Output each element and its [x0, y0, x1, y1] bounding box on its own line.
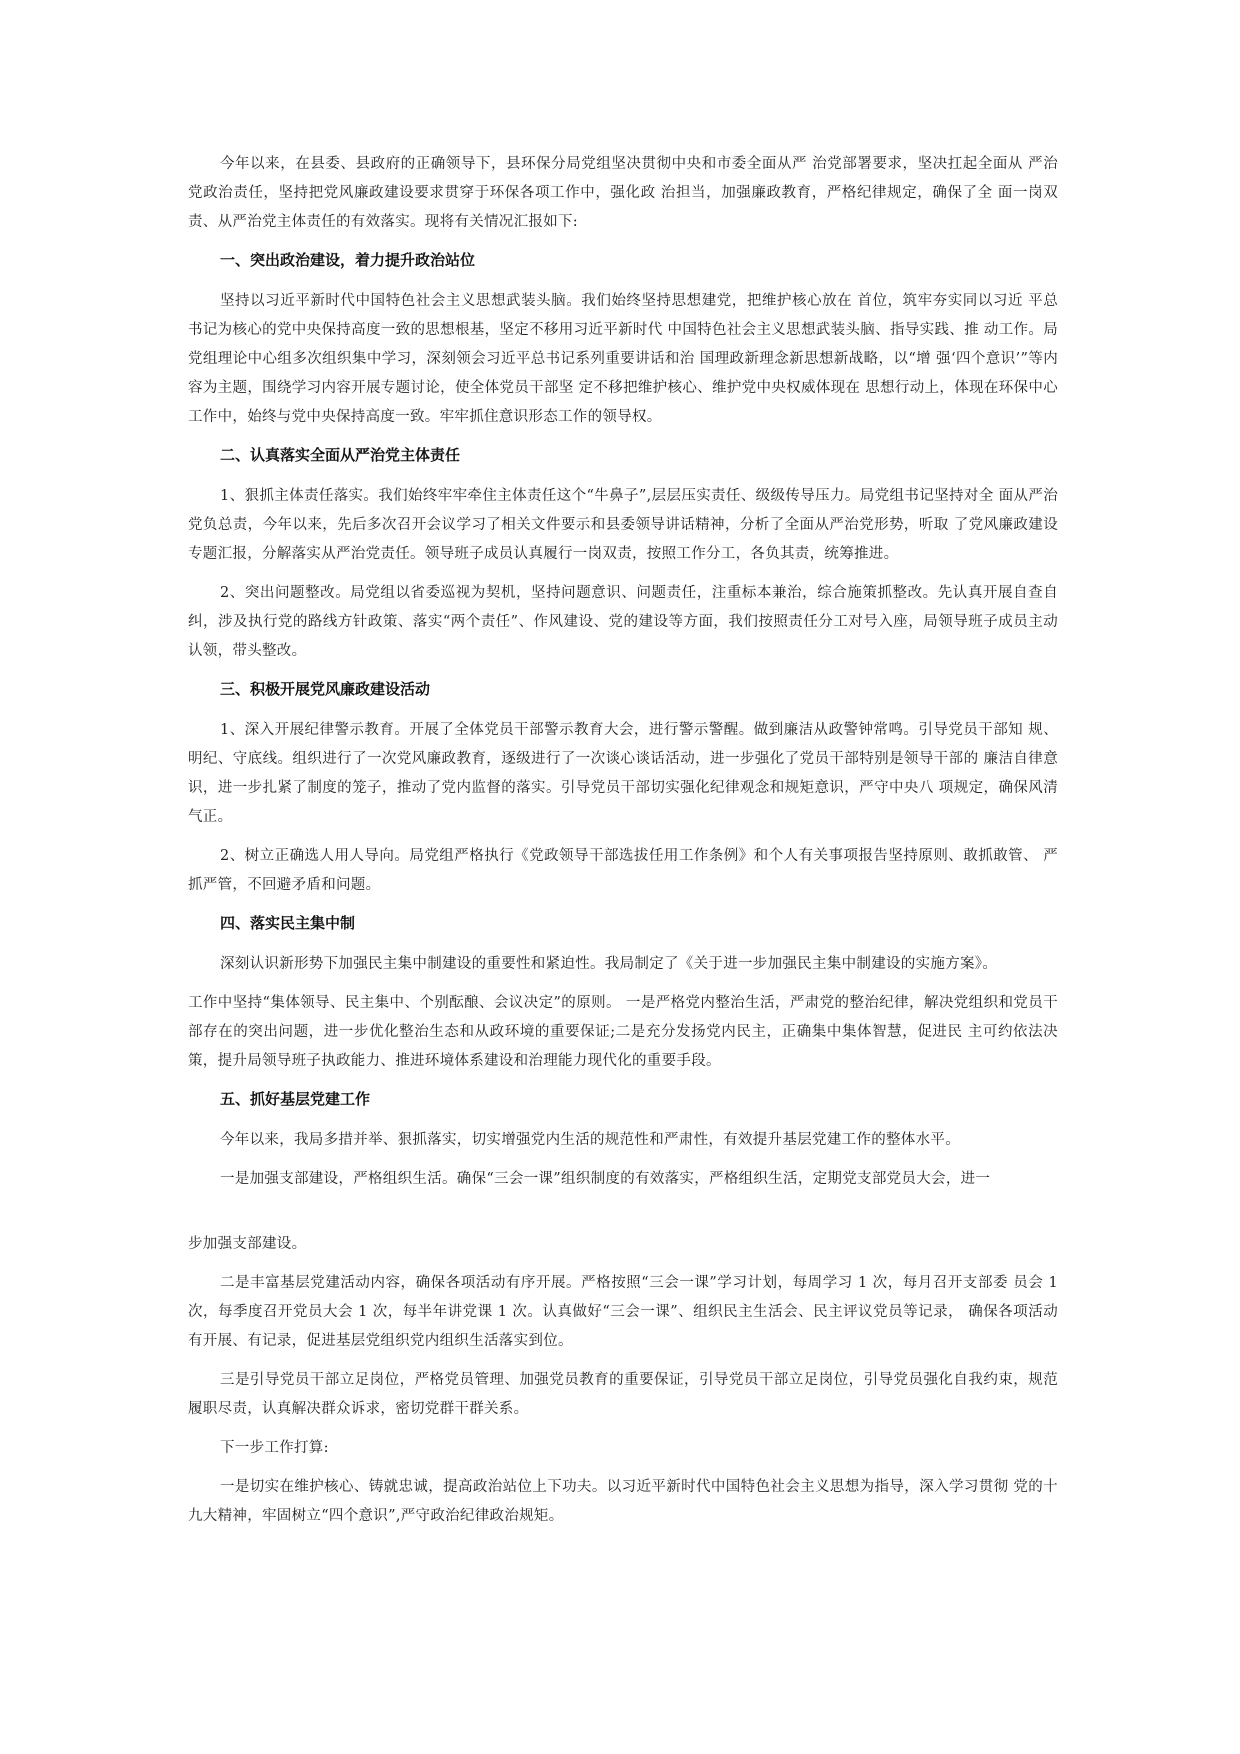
section-heading-5: 五、抓好基层党建工作 [220, 1090, 371, 1108]
next-steps-label: 下一步工作打算: [220, 1440, 329, 1456]
section-5-paragraph-2: 一是加强支部建设，严格组织生活。确保“三会一课”组织制度的有效落实，严格组织生活，定期党支部党员大会，进一 [220, 1171, 991, 1187]
section-5-paragraph-4: 三是引导党员干部立足岗位，严格党员管理、加强党员教育的重要保证，引导党员干部立足岗位，引导党员强化自我约束，规范履职尽责，认真解决群众诉求，密切党群干群关系。 [188, 1372, 1058, 1417]
section-4-continuation: 工作中坚持“集体领导、民主集中、个别酝酿、会议决定”的原则。 一是严格党内整治生活，严肃党的整治纪律，解决党组织和党员干部存在的突出问题，进一步优化整治生态和从政环境的重要保证;二是充分发扬党内民主，正确集中集体智慧，促进民 主可约依法决策，提升局领导班子执政能力、推进环境体系建设和治理能力现代化的重要手段。 [188, 995, 1058, 1069]
section-2-paragraph-1: 1、狠抓主体责任落实。我们始终牢牢牵住主体责任这个“牛鼻子”,层层压实责任、级级传导压力。局党组书记坚持对全 面从严治党负总责，今年以来，先后多次召开会议学习了相关文件要示和县委领导讲话精神，分析了全面从严治党形势，听取 了党风廉政建设专题汇报，分解落实从严治党责任。领导班子成员认真履行一岗双责，按照工作分工，各负其责，统筹推进。 [188, 488, 1058, 562]
section-5-paragraph-1: 今年以来，我局多措并举、狠抓落实，切实增强党内生活的规范性和严肃性，有效提升基层党建工作的整体水平。 [220, 1132, 960, 1148]
section-2-paragraph-2: 2、突出问题整改。局党组以省委巡视为契机，坚持问题意识、问题责任，注重标本兼治，综合施策抓整改。先认真开展自查自纠，涉及执行党的路线方针政策、落实“两个责任”、作风建设、党的建设等方面，我们按照责任分工对号入座，局领导班子成员主动认领，带头整改。 [188, 585, 1058, 659]
section-5-paragraph-3: 二是丰富基层党建活动内容，确保各项活动有序开展。严格按照“三会一课”学习计划，每周学习 1 次，每月召开支部委 员会 1 次，每季度召开党员大会 1 次，每半年讲党课 1 次。认真做好“三会一课”、组织民主生活会、民主评议党员等记录， 确保各项活动有开展、有记录，促进基层党组织党内组织生活落实到位。 [188, 1275, 1058, 1349]
section-heading-2: 二、认真落实全面从严治党主体责任 [220, 446, 461, 464]
section-4-paragraph-1: 深刻认识新形势下加强民主集中制建设的重要性和紧迫性。我局制定了《关于进一步加强民主集中制建设的实施方案》。 [220, 956, 998, 972]
section-1-paragraph-1: 坚持以习近平新时代中国特色社会主义思想武装头脑。我们始终坚持思想建党，把维护核心放在 首位，筑牢夯实同以习近 平总书记为核心的党中央保持高度一致的思想根基，坚定不移用习近平新时代 中国特色社会主义思想武装头脑、指导实践、推 动工作。局党组理论中心组多次组织集中学习，深刻领会习近平总书记系列重要讲话和治 国理政新理念新思想新战略，以“增 强‘四个意识’”等内容为主题，围绕学习内容开展专题讨论，使全体党员干部坚 定不移把维护核心、维护党中央权威体现在 思想行动上，体现在环保中心工作中，始终与党中央保持高度一致。牢牢抓住意识形态工作的领导权。 [188, 293, 1059, 425]
next-steps-item-1: 一是切实在维护核心、铸就忠诚，提高政治站位上下功夫。以习近平新时代中国特色社会主义思想为指导，深入学习贯彻 党的十九大精神，牢固树立“四个意识”,严守政治纪律政治规矩。 [188, 1479, 1058, 1524]
section-5-continuation: 步加强支部建设。 [188, 1236, 307, 1252]
section-heading-1: 一、突出政治建设，着力提升政治站位 [220, 251, 476, 269]
section-heading-3: 三、积极开展党风廉政建设活动 [220, 680, 431, 698]
document-body [188, 150, 1058, 1541]
section-heading-4: 四、落实民主集中制 [220, 914, 356, 932]
section-3-paragraph-1: 1、深入开展纪律警示教育。开展了全体党员干部警示教育大会，进行警示警醒。做到廉洁从政警钟常鸣。引导党员干部知 规、明纪、守底线。组织进行了一次党风廉政教育，逐级进行了一次谈心谈话活动，进一步强化了党员干部特别是领导干部的 廉洁自律意识，进一步扎紧了制度的笼子，推动了党内监督的落实。引导党员干部切实强化纪律观念和规矩意识，严守中央八 项规定，确保风清气正。 [188, 722, 1058, 825]
section-3-paragraph-2: 2、树立正确选人用人导向。局党组严格执行《党政领导干部选拔任用工作条例》和个人有关事项报告坚持原则、敢抓敢管、 严抓严管，不回避矛盾和问题。 [188, 848, 1058, 893]
intro-paragraph: 今年以来，在县委、县政府的正确领导下，县环保分局党组坚决贯彻中央和市委全面从严 治党部署要求，坚决扛起全面从 严治党政治责任，坚持把党风廉政建设要求贯穿于环保各项工作中，强化政 治担当，加强廉政教育，严格纪律规定，确保了全 面一岗双责、从严治党主体责任的有效落实。现将有关情况汇报如下: [188, 156, 1059, 230]
